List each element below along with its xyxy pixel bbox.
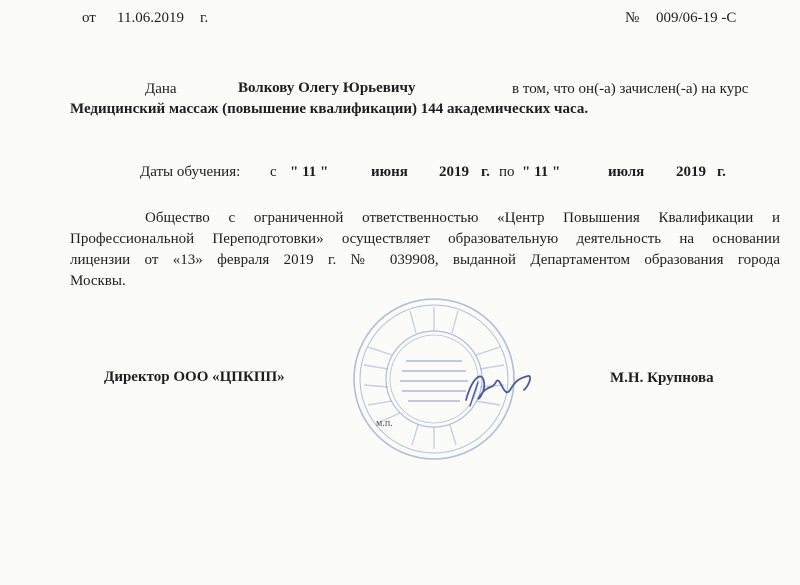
start-year: 2019: [439, 164, 469, 180]
year-suffix-1: г.: [481, 164, 490, 180]
start-day: " 11 ": [290, 164, 329, 180]
end-day: " 11 ": [522, 164, 561, 180]
document-number: 009/06-19 -С: [656, 10, 737, 26]
handwritten-signature: [458, 360, 548, 415]
issue-date: 11.06.2019: [117, 10, 184, 26]
license-line: лицензии от «13» февраля 2019 г. № 039908, выданной Департаментом образования города: [70, 252, 780, 268]
recipient-name: Волкову Олегу Юрьевичу: [238, 80, 416, 96]
study-from: с: [270, 164, 277, 180]
study-dates-label: Даты обучения:: [140, 164, 241, 180]
license-line: Москвы.: [70, 273, 126, 289]
year-suffix-2: г.: [717, 164, 726, 180]
study-to: по: [499, 164, 515, 180]
number-sign: №: [625, 10, 640, 26]
date-prefix: от: [82, 10, 96, 26]
enrollment-statement: в том, что он(-а) зачислен(-а) на курс: [512, 81, 749, 97]
given-label: Дана: [145, 81, 177, 97]
course-title: Медицинский массаж (повышение квалификации) 144 академических часа.: [70, 101, 589, 117]
end-year: 2019: [676, 164, 706, 180]
director-name: М.Н. Крупнова: [610, 370, 714, 386]
license-paragraph: [70, 208, 780, 292]
date-suffix: г.: [200, 10, 209, 26]
stamp-place-label: м.п.: [376, 418, 393, 429]
license-line: Общество с ограниченной ответственностью «Центр Повышения Квалификации и: [145, 210, 780, 226]
director-title: Директор ООО «ЦПКПП»: [104, 369, 285, 385]
start-month: июня: [371, 164, 408, 180]
license-line: Профессиональной Переподготовки» осуществляет образовательную деятельность на основании: [70, 231, 780, 247]
end-month: июля: [608, 164, 645, 180]
